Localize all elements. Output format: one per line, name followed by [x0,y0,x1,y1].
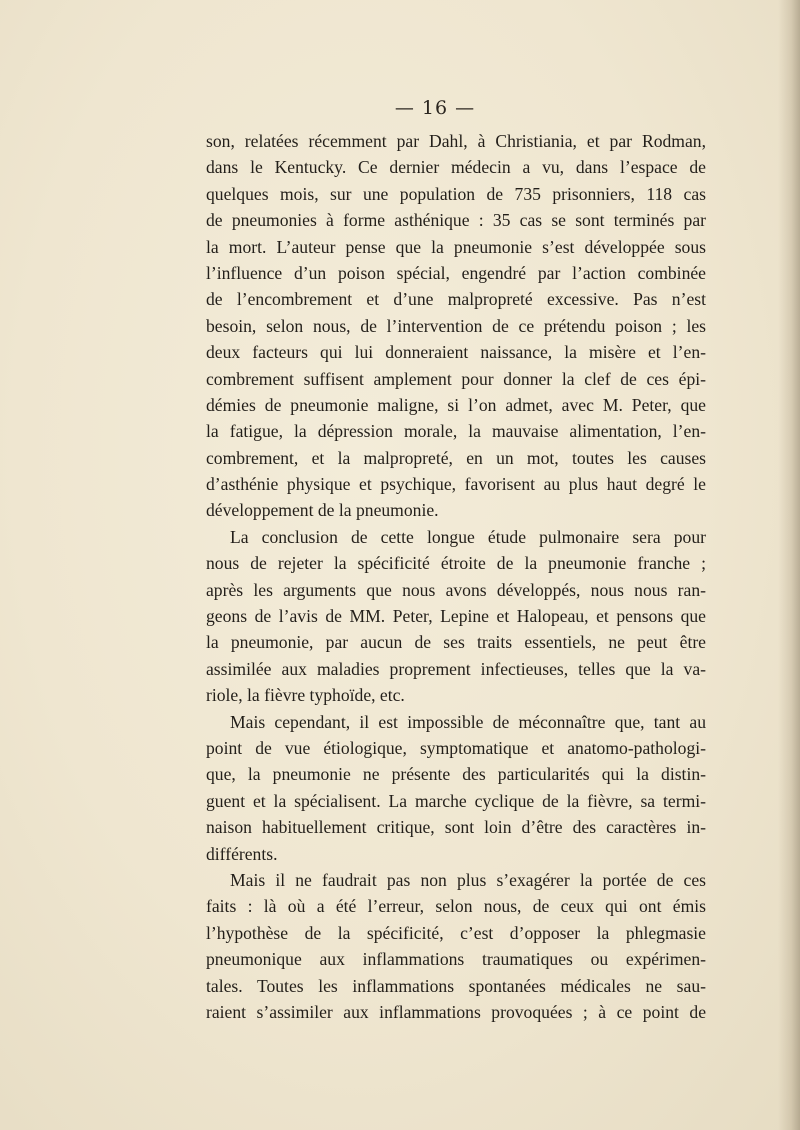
paragraph-start-line: Mais cependant, il est impossible de méconnaître que, tant au [230,711,706,732]
paragraph-end-line: développement de la pneumonie. [206,500,439,521]
text-line: faits : là où a été l’erreur, selon nous, de ceux qui ont émis [206,896,706,917]
text-line: quelques mois, sur une population de 735 prisonniers, 118 cas [206,183,706,204]
text-line: naison habituellement critique, sont loin d’être des caractères in- [206,817,706,838]
text-line: pneumonique aux inflammations traumatiques ou expérimen- [206,949,706,970]
text-line: besoin, selon nous, de l’intervention de ce prétendu poison ; les [206,315,706,336]
paragraph-end-line: différents. [206,843,278,864]
text-line: nous de rejeter la spécificité étroite de la pneumonie franche ; [206,553,706,574]
text-line: de l’encombrement et d’une malpropreté excessive. Pas n’est [206,289,706,310]
paragraph-start-line: Mais il ne faudrait pas non plus s’exagérer la portée de ces [230,869,706,890]
page-edge-shadow [778,0,800,1130]
text-line: deux facteurs qui lui donneraient naissance, la misère et l’en- [206,342,706,363]
text-line: son, relatées récemment par Dahl, à Christiania, et par Rodman, [206,131,706,151]
text-line: démies de pneumonie maligne, si l’on admet, avec M. Peter, que [206,394,706,415]
text-line: raient s’assimiler aux inflammations provoquées ; à ce point de [206,1001,706,1022]
text-line: dans le Kentucky. Ce dernier médecin a vu, dans l’espace de [206,157,706,178]
text-line: combrement suffisent amplement pour donner la clef de ces épi- [206,368,706,389]
text-line: guent et la spécialisent. La marche cyclique de la fièvre, sa termi- [206,790,706,811]
text-line: assimilée aux maladies proprement infectieuses, telles que la va- [206,658,706,679]
text-line: la mort. L’auteur pense que la pneumonie s’est développée sous [206,236,706,257]
text-line: d’asthénie physique et psychique, favorisent au plus haut degré le [206,474,706,495]
text-line: l’influence d’un poison spécial, engendré par l’action combinée [206,262,706,283]
text-line: l’hypothèse de la spécificité, c’est d’opposer la phlegmasie [206,922,706,943]
paragraph-end-line: riole, la fièvre typhoïde, etc. [206,685,405,706]
text-line: point de vue étiologique, symptomatique et anatomo-pathologi- [206,737,706,758]
text-line: geons de l’avis de MM. Peter, Lepine et Halopeau, et pensons que [206,606,706,627]
text-line: la pneumonie, par aucun de ses traits essentiels, ne peut être [206,632,706,653]
text-line: tales. Toutes les inflammations spontanées médicales ne sau- [206,975,706,996]
text-line: la fatigue, la dépression morale, la mauvaise alimentation, l’en- [206,421,706,442]
text-line: combrement, et la malpropreté, en un mot, toutes les causes [206,447,706,468]
page-number: — 16 — [394,97,476,119]
body-text [206,128,706,1025]
text-line: que, la pneumonie ne présente des particularités qui la distin- [206,764,706,785]
paragraph-start-line: La conclusion de cette longue étude pulmonaire sera pour [230,526,706,547]
text-line: de pneumonies à forme asthénique : 35 cas se sont terminés par [206,210,706,231]
text-line: après les arguments que nous avons développés, nous nous ran- [206,579,706,600]
